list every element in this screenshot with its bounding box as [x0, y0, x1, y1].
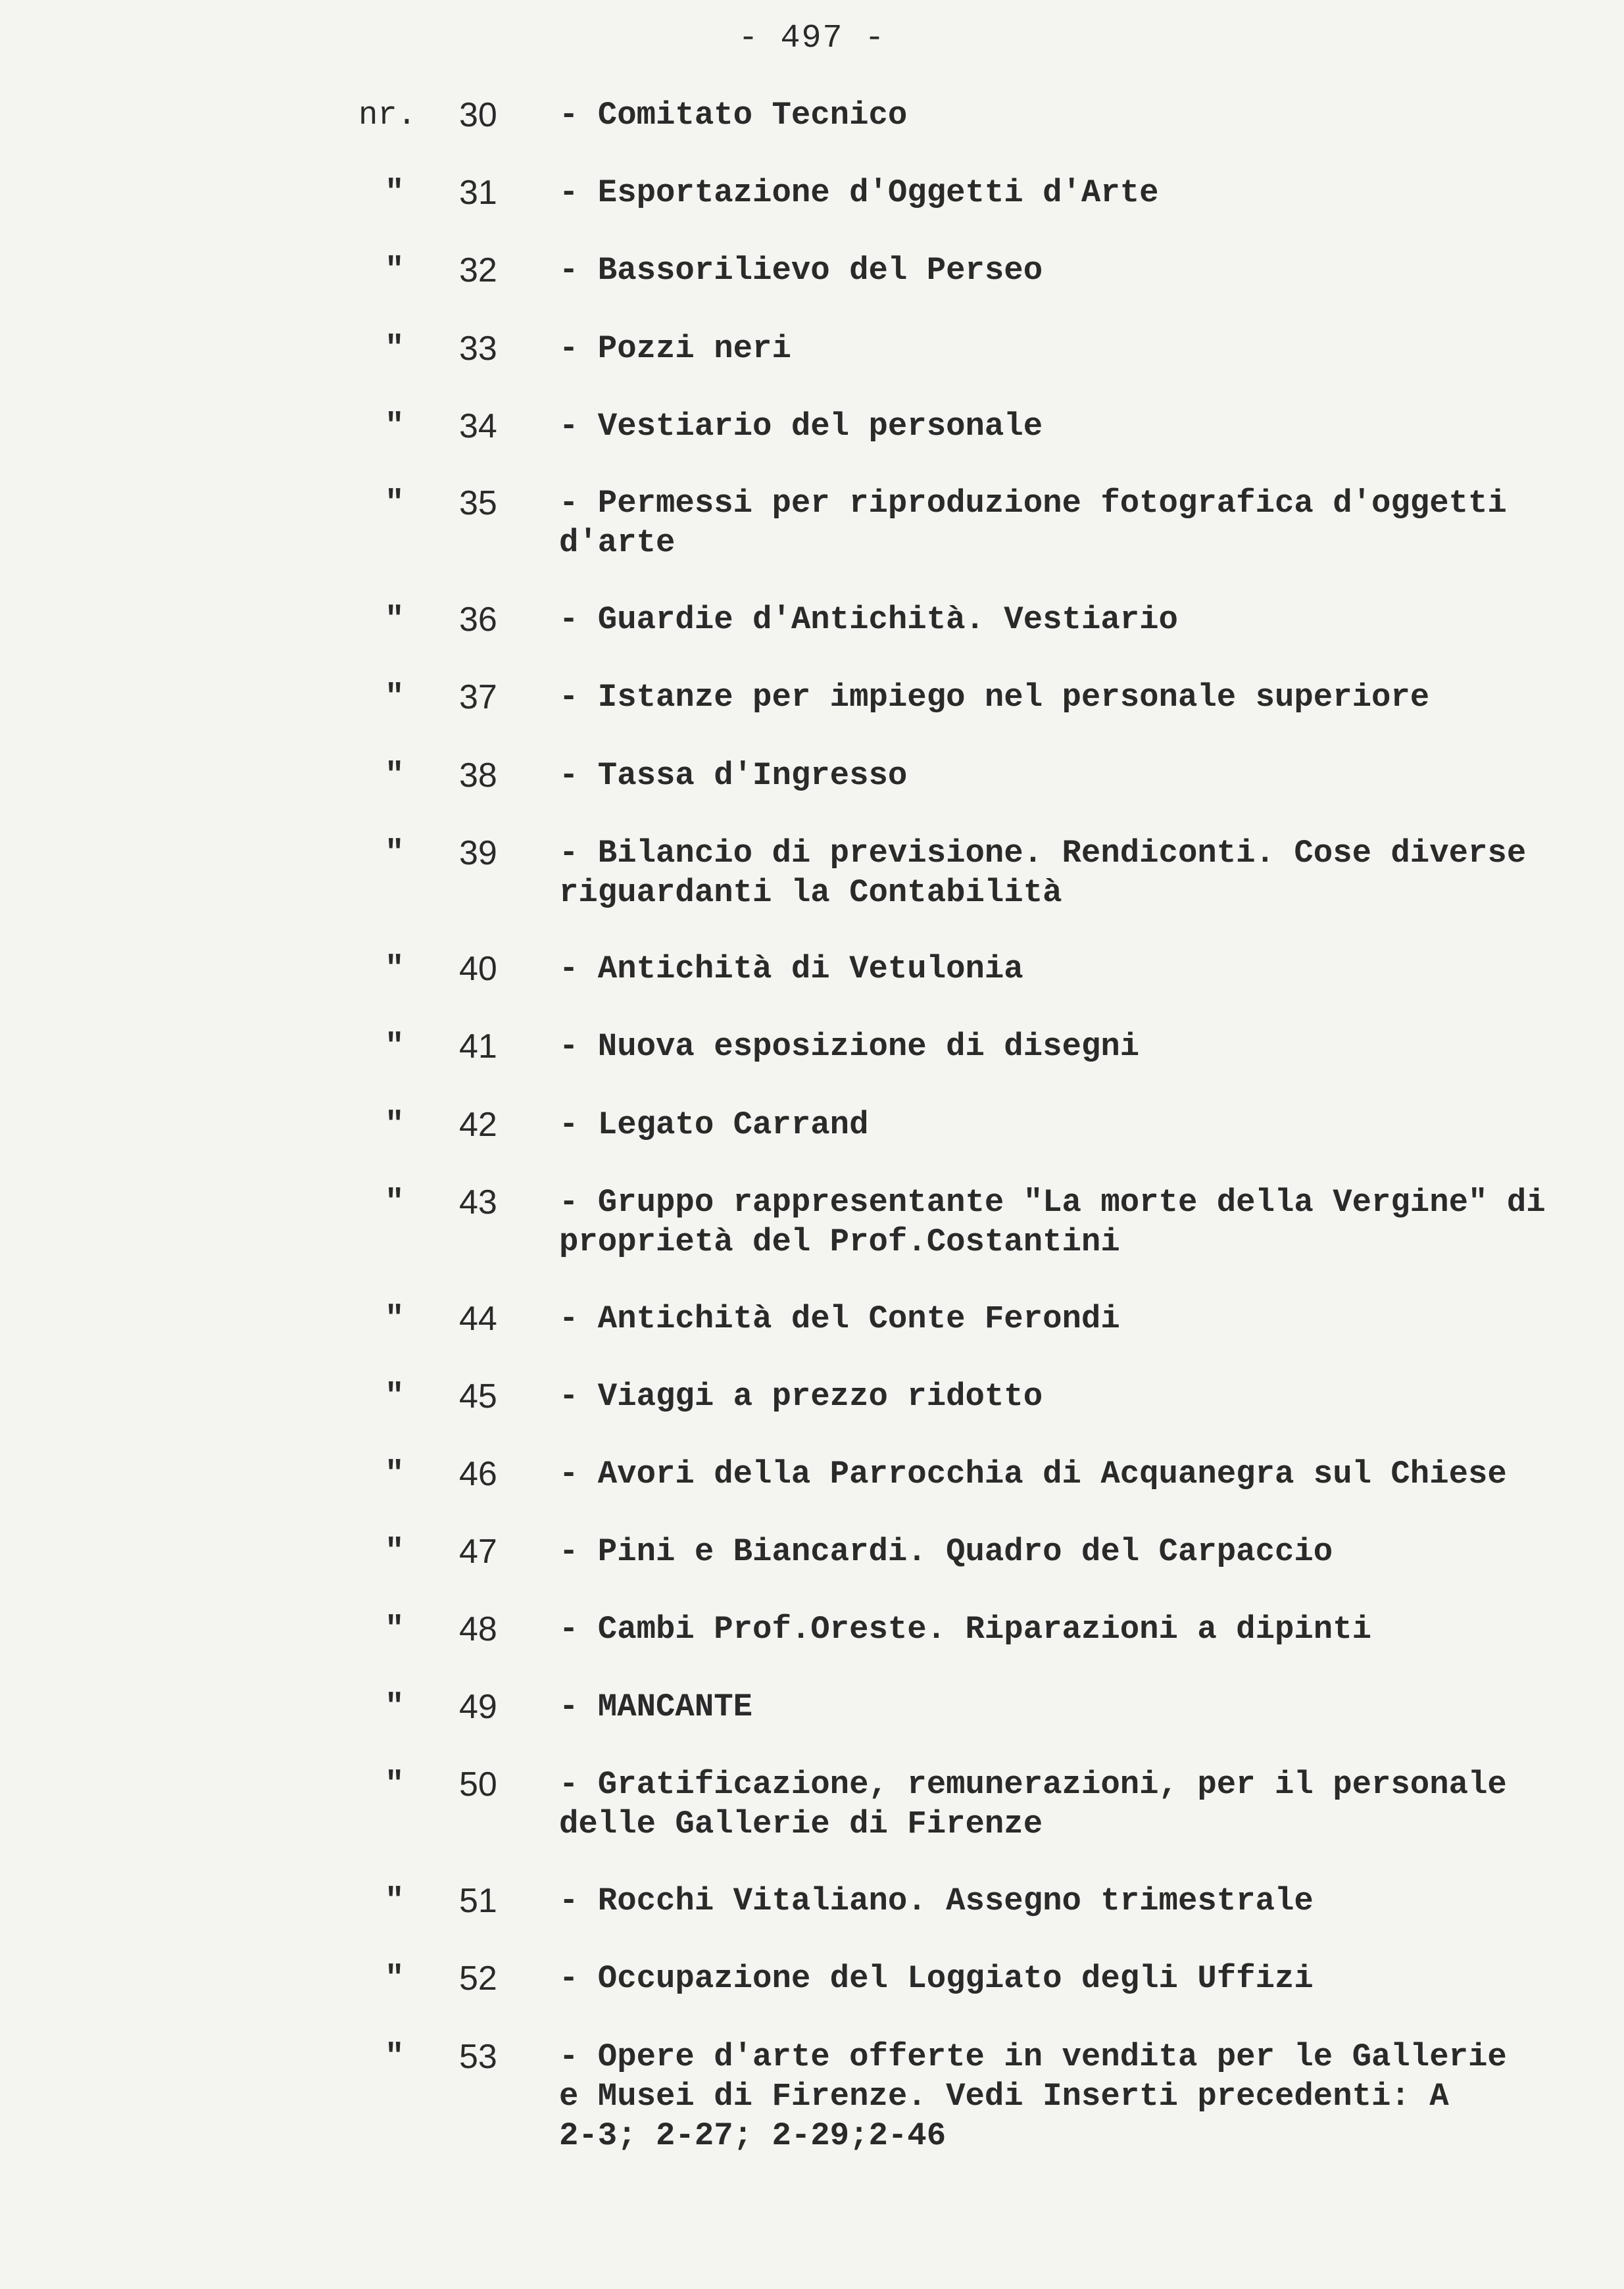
entry-description: - Viaggi a prezzo ridotto [559, 1378, 1043, 1415]
entry-description: - Occupazione del Loggiato degli Uffizi [559, 1960, 1314, 1997]
entry-number: 33 [459, 330, 497, 368]
entry-description: - Gratificazione, remunerazioni, per il personale delle Gallerie di Firenze [559, 1766, 1507, 1842]
entry-number: 41 [459, 1027, 497, 1066]
entry-description: - Comitato Tecnico [559, 97, 908, 134]
entry-description: - Gruppo rappresentante "La morte della Vergine" di proprietà del Prof.Costantini [559, 1184, 1546, 1260]
entry-description: - Bilancio di previsione. Rendiconti. Cose diverse riguardanti la Contabilità [559, 835, 1527, 911]
entry-number: 45 [459, 1377, 497, 1415]
entry-description: - Antichità di Vetulonia [559, 950, 1023, 987]
ditto-mark: " [385, 1378, 405, 1415]
ditto-mark: " [385, 1688, 405, 1725]
entry-description: - Cambi Prof.Oreste. Riparazioni a dipinti [559, 1611, 1372, 1648]
entry-description: - Pini e Biancardi. Quadro del Carpaccio [559, 1533, 1333, 1570]
entry-number: 30 [459, 96, 497, 134]
prefix-label: nr. [358, 97, 417, 134]
entry-number: 50 [459, 1765, 497, 1804]
entry-number: 47 [459, 1533, 497, 1571]
entry-number: 31 [459, 174, 497, 212]
entry-description: - Pozzi neri [559, 330, 791, 367]
entry-number: 32 [459, 251, 497, 289]
entry-description: - Legato Carrand [559, 1106, 869, 1143]
entry-number: 53 [459, 2038, 497, 2076]
ditto-mark: " [385, 1883, 405, 1919]
entry-description: - Opere d'arte offerte in vendita per le Gallerie e Musei di Firenze. Vedi Inserti precedenti: A 2-3; 2-27; 2-29;2-46 [559, 2038, 1507, 2154]
entry-description: - Rocchi Vitaliano. Assegno trimestrale [559, 1883, 1314, 1919]
entry-number: 48 [459, 1610, 497, 1648]
entry-number: 43 [459, 1183, 497, 1221]
entry-number: 40 [459, 950, 497, 988]
entry-number: 51 [459, 1882, 497, 1920]
entry-description: - Tassa d'Ingresso [559, 757, 908, 794]
entry-number: 37 [459, 678, 497, 716]
entry-number: 38 [459, 756, 497, 795]
ditto-mark: " [385, 1300, 405, 1337]
ditto-mark: " [385, 2038, 405, 2075]
ditto-mark: " [385, 1184, 405, 1221]
entry-number: 42 [459, 1106, 497, 1144]
entry-description: - Bassorilievo del Perseo [559, 252, 1043, 289]
ditto-mark: " [385, 679, 405, 716]
entry-description: - Antichità del Conte Ferondi [559, 1300, 1120, 1337]
entry-description: - Nuova esposizione di disegni [559, 1028, 1140, 1065]
ditto-mark: " [385, 485, 405, 522]
ditto-mark: " [385, 330, 405, 367]
ditto-mark: " [385, 1533, 405, 1570]
ditto-mark: " [385, 174, 405, 211]
entry-description: - Avori della Parrocchia di Acquanegra sul Chiese [559, 1456, 1507, 1492]
entry-description: - Istanze per impiego nel personale superiore [559, 679, 1430, 716]
ditto-mark: " [385, 252, 405, 289]
entry-number: 35 [459, 484, 497, 522]
ditto-mark: " [385, 1611, 405, 1648]
entry-number: 49 [459, 1688, 497, 1726]
ditto-mark: " [385, 950, 405, 987]
ditto-mark: " [385, 408, 405, 445]
ditto-mark: " [385, 1766, 405, 1803]
ditto-mark: " [385, 757, 405, 794]
ditto-mark: " [385, 835, 405, 872]
entry-number: 52 [459, 1959, 497, 1998]
entry-number: 34 [459, 407, 497, 445]
entry-description: - Esportazione d'Oggetti d'Arte [559, 174, 1159, 211]
ditto-mark: " [385, 1960, 405, 1997]
entry-number: 44 [459, 1300, 497, 1338]
entry-description: - Vestiario del personale [559, 408, 1043, 445]
ditto-mark: " [385, 1028, 405, 1065]
ditto-mark: " [385, 601, 405, 638]
entry-description: - MANCANTE [559, 1688, 753, 1725]
entry-number: 39 [459, 834, 497, 872]
entry-description: - Permessi per riproduzione fotografica d'oggetti d'arte [559, 485, 1507, 561]
entry-description: - Guardie d'Antichità. Vestiario [559, 601, 1178, 638]
ditto-mark: " [385, 1456, 405, 1492]
ditto-mark: " [385, 1106, 405, 1143]
entry-number: 46 [459, 1455, 497, 1493]
page-number: - 497 - [738, 20, 886, 57]
entry-number: 36 [459, 601, 497, 639]
